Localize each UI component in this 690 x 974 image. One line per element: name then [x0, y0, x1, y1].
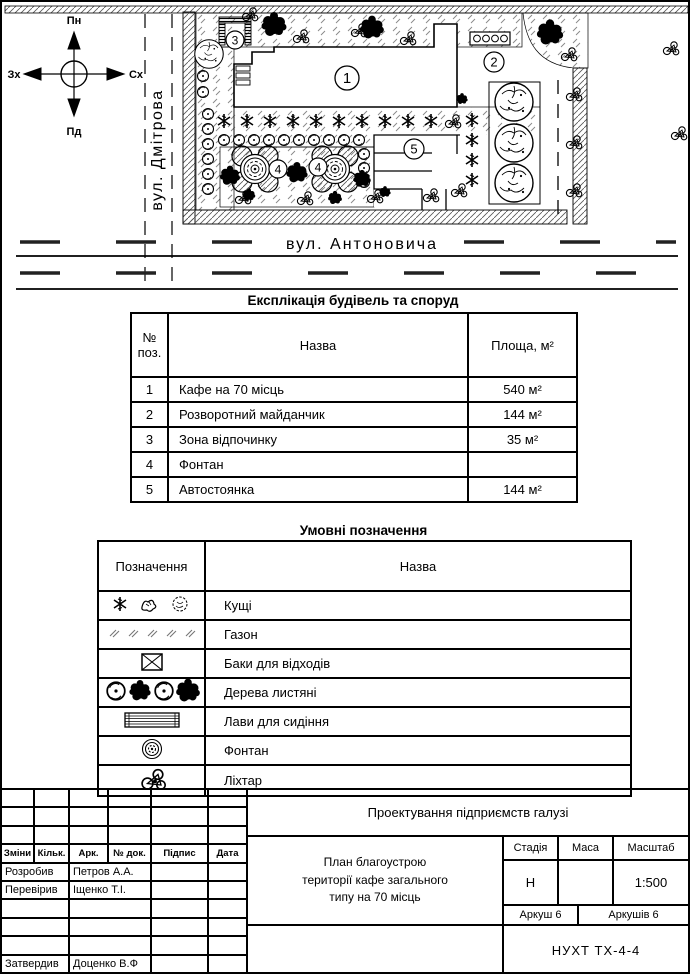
project-title-line1: План благоустрою — [323, 855, 427, 870]
title-block — [2, 788, 688, 974]
compass-south-label: Пд — [66, 126, 82, 138]
svg-text:5: 5 — [410, 141, 418, 157]
explication-title: Експлікація будівель та споруд — [247, 293, 459, 308]
stage-label: Стадія — [504, 837, 559, 861]
col-pidpys: Підпис — [152, 845, 209, 863]
legend-row — [98, 591, 631, 620]
legend-name: Дерева листяні — [205, 678, 631, 707]
org-title: Проектування підприємств галузі — [248, 790, 688, 837]
document-code: НУХТ ТХ-4-4 — [551, 942, 641, 958]
table-row — [131, 377, 577, 402]
bottom-left-empty-cell — [248, 926, 504, 974]
waste-bins-pad — [470, 32, 510, 45]
svg-text:3: 3 — [231, 33, 239, 48]
title-block-main — [248, 790, 688, 974]
legend-header-symbol: Позначення — [98, 541, 205, 591]
marker-cafe — [335, 66, 359, 90]
scale-value: 1:500 — [614, 861, 688, 906]
col-ndok: № док. — [109, 845, 152, 863]
row-area: 35 м² — [468, 427, 577, 452]
explication-table — [130, 312, 578, 503]
col-data: Дата — [209, 845, 248, 863]
marker-fountain-1 — [269, 160, 287, 178]
fountain-icon — [102, 737, 202, 761]
legend-table — [97, 540, 632, 797]
legend-row — [98, 620, 631, 649]
legend-row — [98, 736, 631, 765]
marker-rest-zone — [226, 31, 244, 49]
row-num: 2 — [131, 402, 168, 427]
row-name: Кафе на 70 місць — [168, 377, 468, 402]
east-arrow-icon — [107, 68, 124, 80]
west-arrow-icon — [24, 68, 41, 80]
compass-east-label: Сх — [128, 69, 144, 81]
entrance-steps — [236, 66, 250, 85]
north-arrow-icon — [68, 32, 80, 49]
col-header-num: № поз. — [131, 313, 168, 377]
col-header-name: Назва — [168, 313, 468, 377]
table-row — [131, 452, 577, 477]
svg-text:1: 1 — [342, 70, 352, 87]
legend-row — [98, 678, 631, 707]
svg-text:4: 4 — [314, 160, 322, 175]
name-checker: Іщенко Т.І. — [70, 882, 152, 900]
legend-name: Газон — [205, 620, 631, 649]
col-header-area: Площа, м² — [468, 313, 577, 377]
svg-text:4: 4 — [274, 162, 282, 177]
waste-bins-icon — [102, 650, 202, 674]
benches-icon — [102, 708, 202, 732]
project-title — [248, 837, 504, 926]
title-block-revision-grid — [2, 790, 248, 974]
deciduous-trees-icon — [102, 679, 202, 703]
mass-label: Маса — [559, 837, 614, 861]
lawn-icon — [102, 621, 202, 645]
legend-name: Ліхтар — [205, 765, 631, 796]
mass-value — [559, 861, 614, 906]
site-plan — [2, 2, 690, 292]
svg-text:2: 2 — [490, 54, 498, 70]
legend-row — [98, 707, 631, 736]
compass-rose — [7, 15, 143, 138]
row-area: 144 м² — [468, 477, 577, 502]
table-row — [131, 427, 577, 452]
scale-label: Масштаб — [614, 837, 688, 861]
legend-name: Фонтан — [205, 736, 631, 765]
street-antonovycha — [16, 236, 678, 289]
col-kilk: Кільк. — [35, 845, 70, 863]
row-area: 144 м² — [468, 402, 577, 427]
row-name: Фонтан — [168, 452, 468, 477]
row-name: Розворотний майданчик — [168, 402, 468, 427]
row-num: 1 — [131, 377, 168, 402]
col-zminy: Зміни — [2, 845, 35, 863]
name-developer: Петров А.А. — [70, 864, 152, 882]
row-num: 5 — [131, 477, 168, 502]
marker-parking — [404, 139, 424, 159]
col-ark: Арк. — [70, 845, 109, 863]
role-developer: Розробив — [2, 864, 70, 882]
marker-turning-area — [484, 52, 504, 72]
legend-name: Баки для відходів — [205, 649, 631, 678]
top-sidewalk — [5, 6, 688, 13]
sheet-number: Аркуш 6 — [504, 906, 579, 926]
compass-west-label: Зх — [7, 69, 21, 81]
row-name: Зона відпочинку — [168, 427, 468, 452]
legend-header-name: Назва — [205, 541, 631, 591]
bushes-icon — [102, 592, 202, 616]
row-num: 3 — [131, 427, 168, 452]
legend-name: Кущі — [205, 591, 631, 620]
legend-row — [98, 649, 631, 678]
table-row — [131, 402, 577, 427]
row-name: Автостоянка — [168, 477, 468, 502]
name-approver: Доценко В.Ф — [70, 956, 152, 974]
street-antonovycha-label: вул. Антоновича — [286, 236, 438, 253]
role-approver: Затвердив — [2, 956, 70, 974]
row-area: 540 м² — [468, 377, 577, 402]
south-arrow-icon — [68, 99, 80, 116]
project-title-line3: типу на 70 місць — [329, 890, 421, 905]
sheets-total: Аркушів 6 — [579, 906, 688, 926]
project-title-line2: території кафе загального — [302, 872, 448, 887]
legend-name: Лави для сидіння — [205, 707, 631, 736]
legend-title: Умовні позначення — [299, 523, 428, 538]
row-area — [468, 452, 577, 477]
stage-value: Н — [504, 861, 559, 906]
compass-north-label: Пн — [66, 15, 82, 27]
street-dmitrova-label: вул. Дмітрова — [149, 89, 166, 211]
row-num: 4 — [131, 452, 168, 477]
table-row — [131, 477, 577, 502]
marker-fountain-2 — [309, 158, 327, 176]
role-checker: Перевірив — [2, 882, 70, 900]
